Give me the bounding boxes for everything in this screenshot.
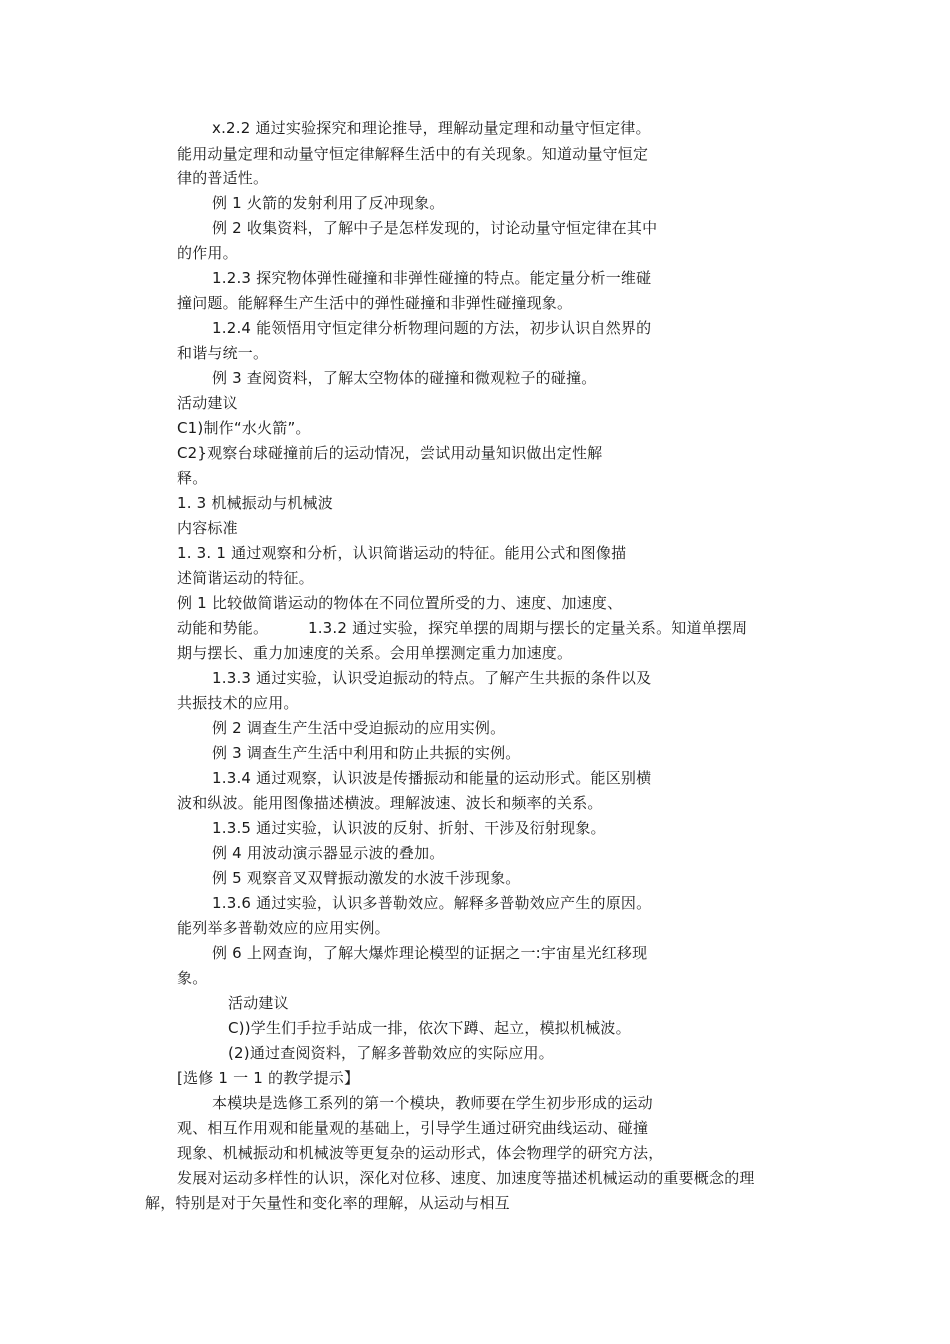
text-line: 能列举多普勒效应的应用实例。: [177, 919, 390, 937]
text-line: 1.3.6 通过实验，认识多普勒效应。解释多普勒效应产生的原因。: [212, 894, 652, 912]
text-line: 例 2 收集资料，了解中子是怎样发现的，讨论动量守恒定律在其中: [212, 219, 658, 237]
text-line: 能用动量定理和动量守恒定律解释生活中的有关现象。知道动量守恒定: [177, 145, 649, 163]
text-line: C2}观察台球碰撞前后的运动情况，尝试用动量知识做出定性解: [177, 444, 603, 462]
text-line: 律的普适性。: [177, 169, 269, 187]
text-line: 观、相互作用观和能量观的基础上，引导学生通过研究曲线运动、碰撞: [177, 1119, 649, 1137]
section-heading: 活动建议: [177, 394, 238, 412]
text-line: 现象、机械振动和机械波等更复杂的运动形式，体会物理学的研究方法，: [177, 1144, 664, 1162]
text-line: 1.3.3 通过实验，认识受迫振动的特点。了解产生共振的条件以及: [212, 669, 652, 687]
text-line: 例 3 查阅资料，了解太空物体的碰撞和微观粒子的碰撞。: [212, 369, 597, 387]
text-line: 撞问题。能解释生产生活中的弹性碰撞和非弹性碰撞现象。: [177, 294, 573, 312]
text-line: 的作用。: [177, 244, 238, 262]
text-line: 述简谐运动的特征。: [177, 569, 314, 587]
text-line: 共振技术的应用。: [177, 694, 299, 712]
text-line: 1.3.4 通过观察，认识波是传播振动和能量的运动形式。能区别横: [212, 769, 652, 787]
text-line: 1. 3. 1 通过观察和分析，认识简谐运动的特征。能用公式和图像描: [177, 544, 627, 562]
section-heading: 活动建议: [228, 994, 289, 1012]
text-line: 例 3 调查生产生活中利用和防止共振的实例。: [212, 744, 521, 762]
text-line: 本模块是选修工系列的第一个模块，教师要在学生初步形成的运动: [212, 1094, 653, 1112]
text-line: 和谐与统一。: [177, 344, 269, 362]
text-line: C1)制作“水火箭”。: [177, 419, 311, 437]
section-heading: [选修 1 一 1 的教学提示】: [177, 1069, 360, 1087]
text-line: 1.2.3 探究物体弹性碰撞和非弹性碰撞的特点。能定量分析一维碰: [212, 269, 652, 287]
text-line: 波和纵波。能用图像描述横波。理解波速、波长和频率的关系。: [177, 794, 603, 812]
text-line: 例 5 观察音叉双臂振动激发的水波千涉现象。: [212, 869, 521, 887]
text-line: C))学生们手拉手站成一排，依次下蹲、起立，模拟机械波。: [228, 1019, 631, 1037]
text-line: 1.3.5 通过实验，认识波的反射、折射、干涉及衍射现象。: [212, 819, 606, 837]
text-line: 解，特别是对于矢量性和变化率的理解，从运动与相互: [145, 1194, 510, 1212]
text-line: 例 6 上网查询，了解大爆炸理论模型的证据之一:宇宙星光红移现: [212, 944, 648, 962]
section-heading: 1. 3 机械振动与机械波: [177, 494, 333, 512]
section-heading: 内容标准: [177, 519, 238, 537]
text-line: x.2.2 通过实验探究和理论推导，理解动量定理和动量守恒定律。: [212, 119, 651, 137]
text-line: 期与摆长、重力加速度的关系。会用单摆测定重力加速度。: [177, 644, 573, 662]
text-line: 例 1 比较做简谐运动的物体在不同位置所受的力、速度、加速度、: [177, 594, 623, 612]
text-line: 象。: [177, 969, 208, 987]
text-line: 发展对运动多样性的认识，深化对位移、速度、加速度等描述机械运动的重要概念的理: [177, 1169, 755, 1187]
text-line: 释。: [177, 469, 208, 487]
text-line: 例 1 火箭的发射利用了反冲现象。: [212, 194, 445, 212]
text-line: 1.2.4 能领悟用守恒定律分析物理问题的方法，初步认识自然界的: [212, 319, 652, 337]
text-line: 动能和势能。 1.3.2 通过实验，探究单摆的周期与摆长的定量关系。知道单摆周: [177, 619, 748, 637]
text-line: (2)通过查阅资料，了解多普勒效应的实际应用。: [228, 1044, 554, 1062]
text-line: 例 2 调查生产生活中受迫振动的应用实例。: [212, 719, 506, 737]
text-line: 例 4 用波动演示器显示波的叠加。: [212, 844, 445, 862]
